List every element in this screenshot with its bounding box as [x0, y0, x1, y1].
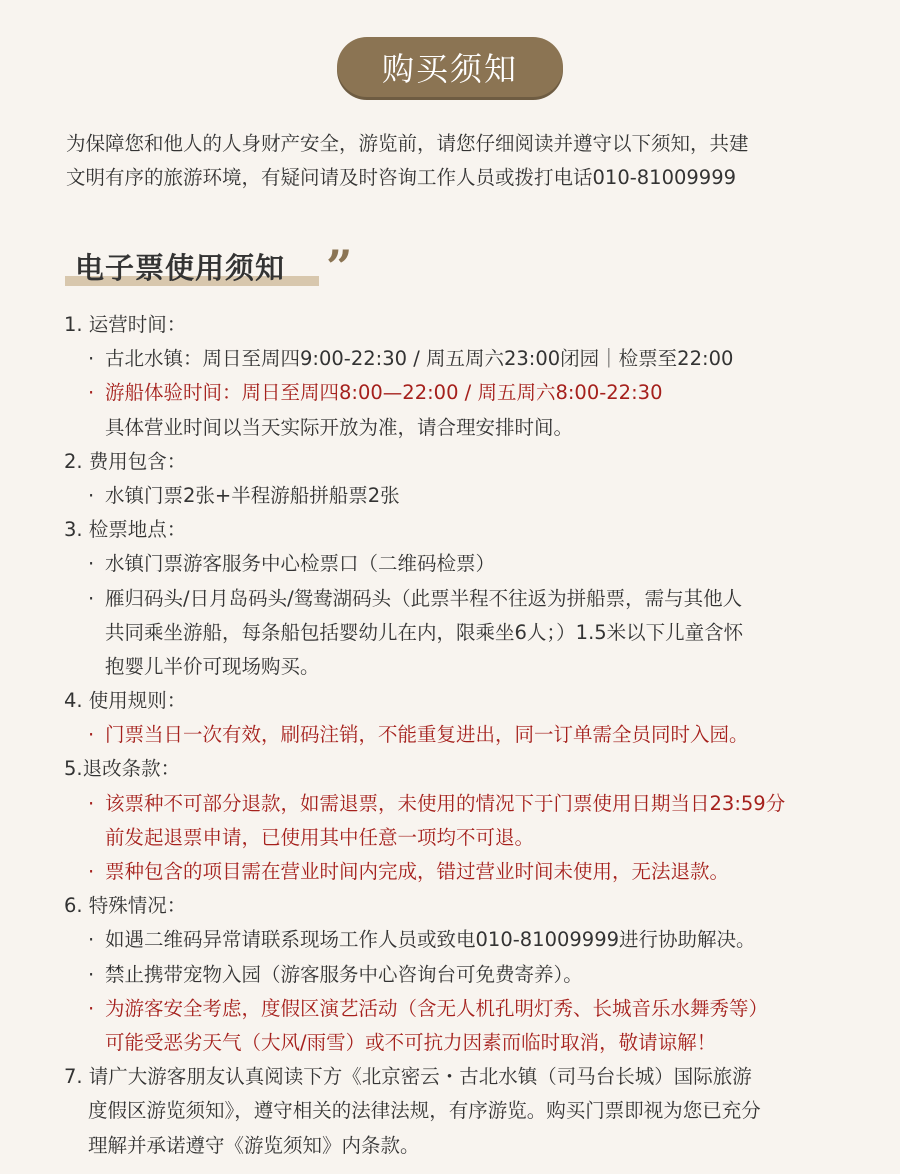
rule-continuation	[64, 411, 864, 445]
section-heading-text: 电子票使用须知	[75, 251, 286, 285]
rule-heading: 5.退改条款：	[64, 757, 181, 781]
rule-continuation	[64, 650, 864, 684]
bullet-dot-icon: ·	[88, 928, 95, 952]
rule-bullet-item	[64, 479, 864, 513]
rule-text: 前发起退票申请，已使用其中任意一项均不可退。	[105, 825, 535, 849]
rule-text: 票种包含的项目需在营业时间内完成，错过营业时间未使用，无法退款。	[105, 860, 730, 883]
rule-heading: 6. 特殊情况：	[64, 894, 187, 918]
rule-text: 具体营业时间以当天实际开放为准，请合理安排时间。	[105, 415, 574, 439]
quote-mark-icon: ”	[326, 240, 353, 294]
bullet-dot-icon: ·	[88, 347, 95, 371]
intro-paragraph	[66, 127, 856, 195]
rule-text: 水镇门票2张+半程游船拼船票2张	[105, 483, 400, 507]
rule-bullet-item	[64, 376, 864, 410]
rule-heading: 2. 费用包含：	[64, 449, 187, 473]
rule-heading: 4. 使用规则：	[64, 689, 187, 713]
rule-continuation	[64, 1026, 864, 1060]
rule-bullet-item	[64, 718, 864, 752]
rule-heading: 3. 检票地点：	[64, 518, 187, 542]
rule-bullet-item	[64, 923, 864, 957]
rule-text: 共同乘坐游船，每条船包括婴幼儿在内，限乘坐6人；）1.5米以下儿童含怀	[105, 620, 744, 644]
rule-text: 为游客安全考虑，度假区演艺活动（含无人机孔明灯秀、长城音乐水舞秀等）	[105, 996, 769, 1020]
rule-text: 古北水镇：周日至周四9:00-22:30 / 周五周六23:00闭园｜检票至22:00	[105, 347, 734, 371]
rule-text: 门票当日一次有效，刷码注销，不能重复进出，同一订单需全员同时入园。	[105, 723, 749, 747]
bullet-dot-icon: ·	[88, 723, 95, 747]
rule-continuation: 度假区游览须知》，遵守相关的法律法规，有序游览。购买门票即视为您已充分	[88, 1099, 761, 1123]
rule-bullet-item	[64, 992, 864, 1026]
rule-bullet-item	[64, 787, 864, 821]
rule-heading: 7. 请广大游客朋友认真阅读下方《北京密云・古北水镇（司马台长城）国际旅游	[64, 1065, 752, 1089]
bullet-dot-icon: ·	[88, 996, 95, 1020]
rule-text: 雁归码头/日月岛码头/鸳鸯湖码头（此票半程不往返为拼船票，需与其他人	[105, 586, 743, 610]
bullet-dot-icon: ·	[88, 381, 95, 405]
rule-bullet-item	[64, 855, 864, 889]
page-title: 购买须知	[337, 37, 563, 97]
rule-continuation	[64, 821, 864, 855]
bullet-dot-icon: ·	[88, 860, 95, 883]
rule-bullet-item	[64, 342, 864, 376]
bullet-dot-icon: ·	[88, 552, 95, 576]
rule-bullet-item	[64, 547, 864, 581]
rule-text: 水镇门票游客服务中心检票口（二维码检票）	[105, 552, 496, 576]
rule-continuation: 理解并承诺遵守《游览须知》内条款。	[88, 1133, 420, 1157]
bullet-dot-icon: ·	[88, 791, 95, 815]
bullet-dot-icon: ·	[88, 483, 95, 507]
rule-bullet-item	[64, 582, 864, 616]
intro-line: 文明有序的旅游环境，有疑问请及时咨询工作人员或拨打电话010-81009999	[66, 166, 737, 189]
rule-text: 游船体验时间：周日至周四8:00—22:00 / 周五周六8:00-22:30	[105, 381, 663, 405]
rule-text: 抱婴儿半价可现场购买。	[105, 654, 320, 678]
rules-list	[64, 308, 864, 1163]
bullet-dot-icon: ·	[88, 586, 95, 610]
bullet-dot-icon: ·	[88, 962, 95, 986]
rule-continuation	[64, 616, 864, 650]
intro-line: 为保障您和他人的人身财产安全，游览前，请您仔细阅读并遵守以下须知，共建	[66, 132, 749, 155]
rule-bullet-item	[64, 958, 864, 992]
rule-text: 该票种不可部分退款，如需退票，未使用的情况下于门票使用日期当日23:59分	[105, 791, 786, 815]
rule-text: 可能受恶劣天气（大风/雨雪）或不可抗力因素而临时取消，敬请谅解！	[105, 1030, 717, 1054]
rule-text: 禁止携带宠物入园（游客服务中心咨询台可免费寄养）。	[105, 962, 583, 986]
rule-heading: 1. 运营时间：	[64, 313, 187, 336]
rule-text: 如遇二维码异常请联系现场工作人员或致电010-81009999进行协助解决。	[105, 928, 756, 952]
